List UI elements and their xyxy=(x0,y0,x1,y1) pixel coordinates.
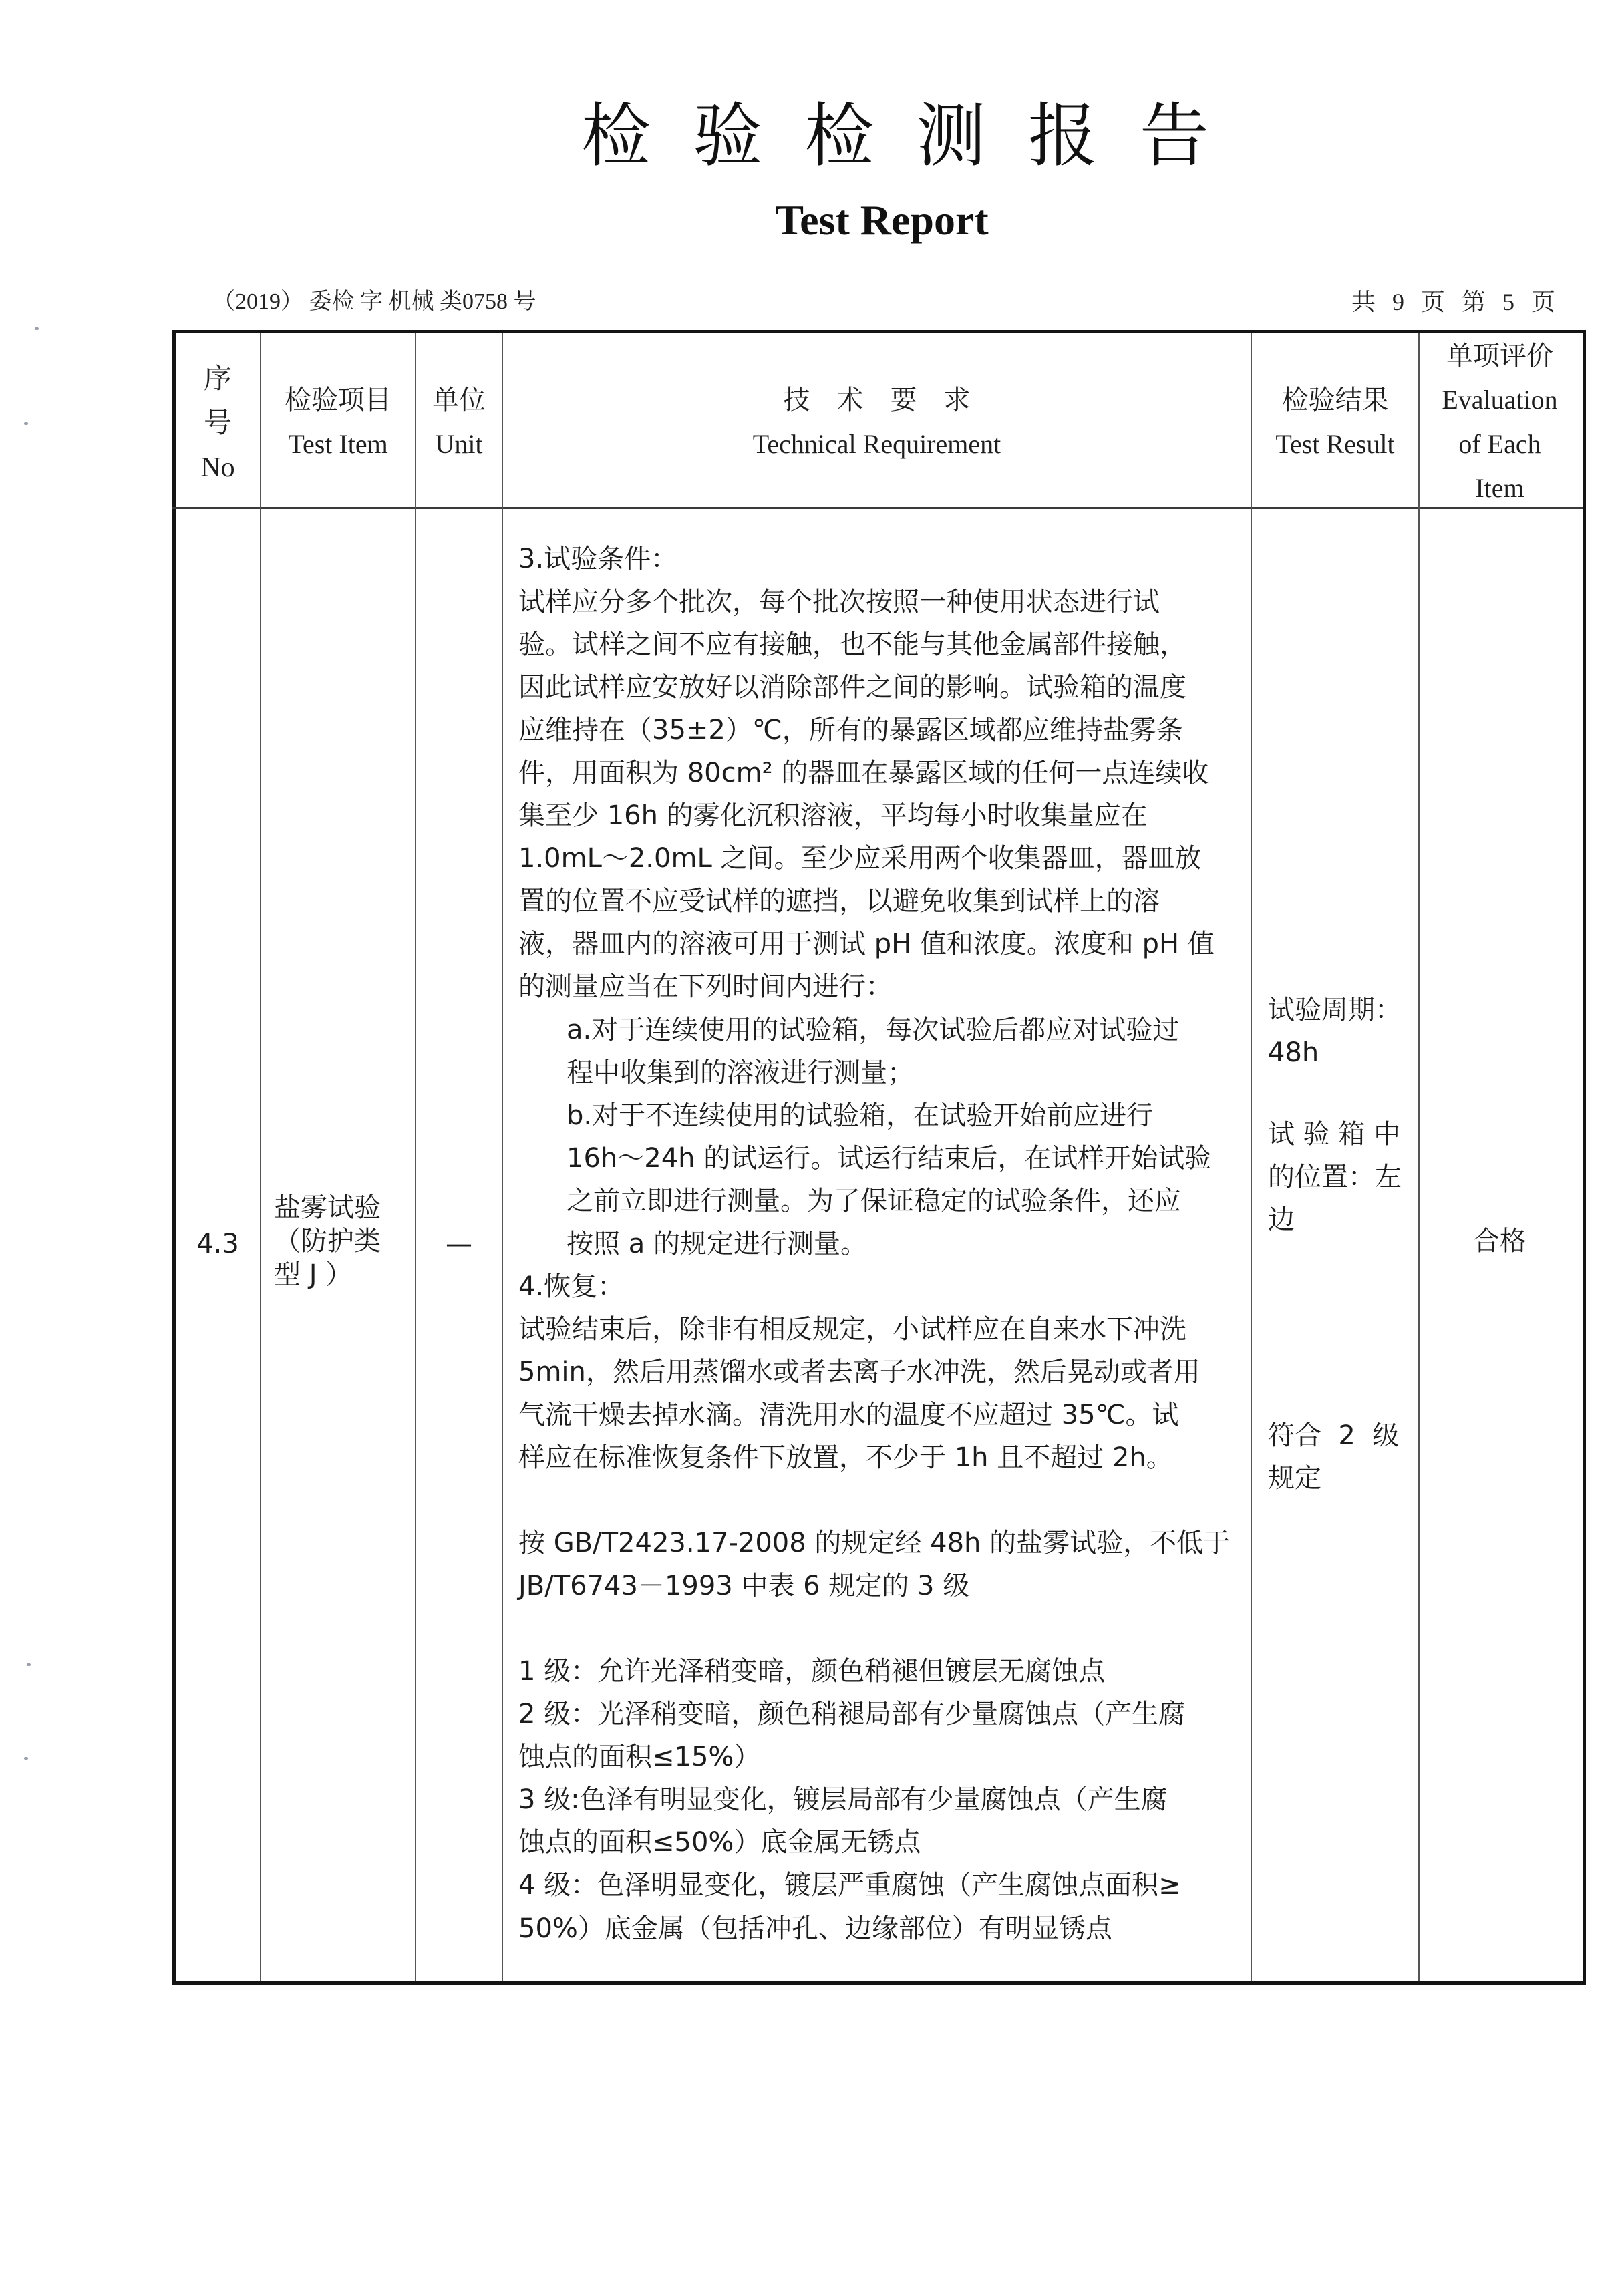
header-technical-requirement-cn: 技 术 要 求 xyxy=(783,385,971,415)
row-technical-requirement xyxy=(518,538,1243,1950)
header-test-result-cn: 检验结果 xyxy=(1281,385,1389,415)
column-divider xyxy=(1251,333,1252,1981)
result-line: 符合 2 级 xyxy=(1268,1420,1400,1451)
row-test-item-line: （防护类 xyxy=(274,1226,381,1257)
row-test-item-line: 型 J ） xyxy=(274,1259,353,1290)
requirement-line: 气流干燥去掉水滴。清洗用水的温度不应超过 35℃。试 xyxy=(518,1399,1179,1430)
result-line: 的位置：左 xyxy=(1268,1162,1402,1192)
requirement-line: 50%）底金属（包括冲孔、边缘部位）有明显锈点 xyxy=(518,1913,1112,1944)
requirement-line: 4 级：色泽明显变化，镀层严重腐蚀（产生腐蚀点面积≥ xyxy=(518,1870,1181,1901)
requirement-line: JB/T6743－1993 中表 6 规定的 3 级 xyxy=(518,1571,970,1602)
title-char: 检 xyxy=(804,95,874,176)
header-technical-requirement-en: Technical Requirement xyxy=(752,429,1001,459)
result-line: 边 xyxy=(1268,1204,1295,1235)
header-no xyxy=(176,357,260,490)
requirement-line: 试样应分多个批次，每个批次按照一种使用状态进行试 xyxy=(518,587,1160,618)
requirement-line xyxy=(518,1479,1243,1522)
scan-speck xyxy=(24,422,28,425)
header-no-en: No xyxy=(200,452,235,483)
page-info: 共 9 页 第 5 页 xyxy=(1351,289,1557,315)
requirement-line: a.对于连续使用的试验箱，每次试验后都应对试验过 xyxy=(567,1014,1180,1045)
header-evaluation-en: Item xyxy=(1475,473,1524,503)
header-test-item-cn: 检验项目 xyxy=(285,385,391,415)
requirement-line: 16h～24h 的试运行。试运行结束后，在试样开始试验 xyxy=(567,1142,1212,1174)
result-line: 试验周期： xyxy=(1268,995,1402,1025)
requirement-line: 3.试验条件： xyxy=(518,544,678,575)
requirement-line: 蚀点的面积≤50%）底金属无锈点 xyxy=(518,1827,921,1858)
requirement-line: 件，用面积为 80cm² 的器皿在暴露区域的任何一点连续收 xyxy=(518,758,1209,789)
scan-speck xyxy=(24,1757,28,1760)
requirement-line: 试验结束后，除非有相反规定，小试样应在自来水下冲洗 xyxy=(518,1313,1186,1345)
row-no: 4.3 xyxy=(196,1228,239,1259)
header-technical-requirement xyxy=(503,378,1251,466)
report-title-en: Test Report xyxy=(775,196,989,244)
requirement-line: 4.恢复： xyxy=(518,1271,625,1302)
requirement-line: 置的位置不应受试样的遮挡，以避免收集到试样上的溶 xyxy=(518,886,1160,917)
title-char: 测 xyxy=(916,95,986,176)
requirement-line: 1.0mL～2.0mL 之间。至少应采用两个收集器皿，器皿放 xyxy=(518,843,1202,874)
requirement-line: 因此试样应安放好以消除部件之间的影响。试验箱的温度 xyxy=(518,672,1186,703)
header-test-result xyxy=(1252,378,1418,466)
requirement-line: 应维持在（35±2）℃，所有的暴露区域都应维持盐雾条 xyxy=(518,715,1183,746)
title-char: 检 xyxy=(581,95,651,176)
row-evaluation: 合格 xyxy=(1473,1226,1526,1257)
column-divider xyxy=(260,333,261,1981)
requirement-line: 液，器皿内的溶液可用于测试 pH 值和浓度。浓度和 pH 值 xyxy=(518,929,1215,960)
report-number: （2019） 委检 字 机械 类0758 号 xyxy=(212,289,536,314)
header-unit xyxy=(416,378,502,466)
requirement-line: 集至少 16h 的雾化沉积溶液，平均每小时收集量应在 xyxy=(518,800,1148,832)
header-evaluation-en: Evaluation xyxy=(1442,385,1558,415)
requirement-line: 程中收集到的溶液进行测量； xyxy=(567,1057,914,1088)
scan-speck xyxy=(27,1663,31,1666)
requirement-line: 样应在标准恢复条件下放置，不少于 1h 且不超过 2h。 xyxy=(518,1442,1173,1473)
requirement-line: b.对于不连续使用的试验箱，在试验开始前应进行 xyxy=(567,1100,1154,1131)
requirement-line: 按照 a 的规定进行测量。 xyxy=(567,1228,867,1259)
title-char: 告 xyxy=(1139,95,1209,176)
report-title-cn xyxy=(581,92,1209,179)
requirement-line: 2 级：光泽稍变暗，颜色稍褪局部有少量腐蚀点（产生腐 xyxy=(518,1699,1186,1730)
header-no-cn: 号 xyxy=(203,408,232,439)
requirement-line: 按 GB/T2423.17-2008 的规定经 48h 的盐雾试验，不低于 xyxy=(518,1528,1231,1559)
header-evaluation xyxy=(1420,334,1580,510)
header-test-item xyxy=(261,378,415,466)
column-divider xyxy=(415,333,416,1981)
scan-speck xyxy=(35,327,39,330)
result-line: 48h xyxy=(1268,1037,1319,1068)
header-evaluation-en: of Each xyxy=(1458,429,1541,459)
column-divider xyxy=(502,333,503,1981)
row-unit: — xyxy=(446,1228,472,1259)
header-test-item-en: Test Item xyxy=(288,429,388,459)
requirement-line: 蚀点的面积≤15%） xyxy=(518,1742,761,1773)
row-test-item xyxy=(274,1191,414,1291)
result-line: 试 验 箱 中 xyxy=(1268,1119,1401,1150)
header-row-divider xyxy=(172,507,1583,509)
requirement-line: 5min，然后用蒸馏水或者去离子水冲洗，然后晃动或者用 xyxy=(518,1356,1200,1387)
header-test-result-en: Test Result xyxy=(1275,429,1395,459)
requirement-line xyxy=(518,1607,1243,1650)
result-grade xyxy=(1268,1414,1415,1500)
requirement-line: 3 级:色泽有明显变化，镀层局部有少量腐蚀点（产生腐 xyxy=(518,1784,1168,1816)
header-evaluation-cn: 单项评价 xyxy=(1446,341,1553,371)
result-chamber-position xyxy=(1268,1113,1415,1241)
result-line: 规定 xyxy=(1268,1463,1321,1494)
requirement-line: 验。试样之间不应有接触，也不能与其他金属部件接触， xyxy=(518,629,1186,661)
column-divider xyxy=(1418,333,1420,1981)
title-char: 报 xyxy=(1027,95,1098,176)
requirement-line: 之前立即进行测量。为了保证稳定的试验条件，还应 xyxy=(567,1185,1181,1216)
title-char: 验 xyxy=(693,95,763,176)
requirement-line: 的测量应当在下列时间内进行： xyxy=(518,971,893,1003)
row-test-item-line: 盐雾试验 xyxy=(274,1192,381,1223)
requirement-line: 1 级：允许光泽稍变暗，颜色稍褪但镀层无腐蚀点 xyxy=(518,1656,1106,1687)
header-unit-en: Unit xyxy=(435,429,483,459)
result-test-period xyxy=(1268,989,1415,1074)
header-no-cn: 序 xyxy=(203,364,232,395)
header-unit-cn: 单位 xyxy=(432,385,486,415)
